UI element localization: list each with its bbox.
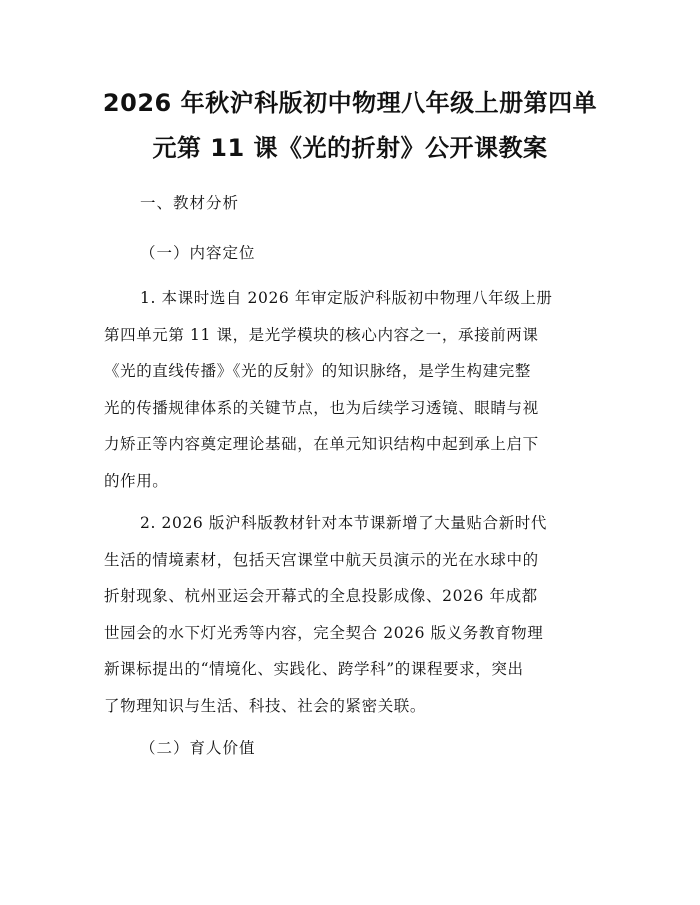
paragraph-line: 的作用。 <box>104 471 169 490</box>
subsection-heading-content-positioning: （一）内容定位 <box>140 244 256 262</box>
document-title-line-1: 2026 年秋沪科版初中物理八年级上册第四单 <box>102 89 598 117</box>
section-heading-analysis: 一、教材分析 <box>140 194 240 212</box>
subsection-heading-educational-value: （二）育人价值 <box>140 739 256 757</box>
paragraph-line: 第四单元第 11 课，是光学模块的核心内容之一，承接前两课 <box>104 325 539 344</box>
paragraph-line: 2. 2026 版沪科版教材针对本节课新增了大量贴合新时代 <box>140 514 547 532</box>
paragraph-line: 世园会的水下灯光秀等内容，完全契合 2026 版义务教育物理 <box>104 623 544 642</box>
paragraph-content-positioning <box>104 288 604 508</box>
paragraph-line: 生活的情境素材，包括天宫课堂中航天员演示的光在水球中的 <box>104 550 539 569</box>
paragraph-line: 《光的直线传播》《光的反射》的知识脉络，是学生构建完整 <box>104 362 531 381</box>
paragraph-line: 了物理知识与生活、科技、社会的紧密关联。 <box>104 696 427 715</box>
paragraph-line: 光的传播规律体系的关键节点，也为后续学习透镜、眼睛与视 <box>104 398 539 417</box>
paragraph-line: 力矫正等内容奠定理论基础，在单元知识结构中起到承上启下 <box>104 435 539 454</box>
document-title-line-2: 元第 11 课《光的折射》公开课教案 <box>152 134 548 162</box>
paragraph-new-materials <box>104 513 604 733</box>
paragraph-line: 1. 本课时选自 2026 年审定版沪科版初中物理八年级上册 <box>140 289 553 307</box>
paragraph-line: 新课标提出的“情境化、实践化、跨学科”的课程要求，突出 <box>104 660 524 679</box>
paragraph-line: 折射现象、杭州亚运会开幕式的全息投影成像、2026 年成都 <box>104 587 538 606</box>
